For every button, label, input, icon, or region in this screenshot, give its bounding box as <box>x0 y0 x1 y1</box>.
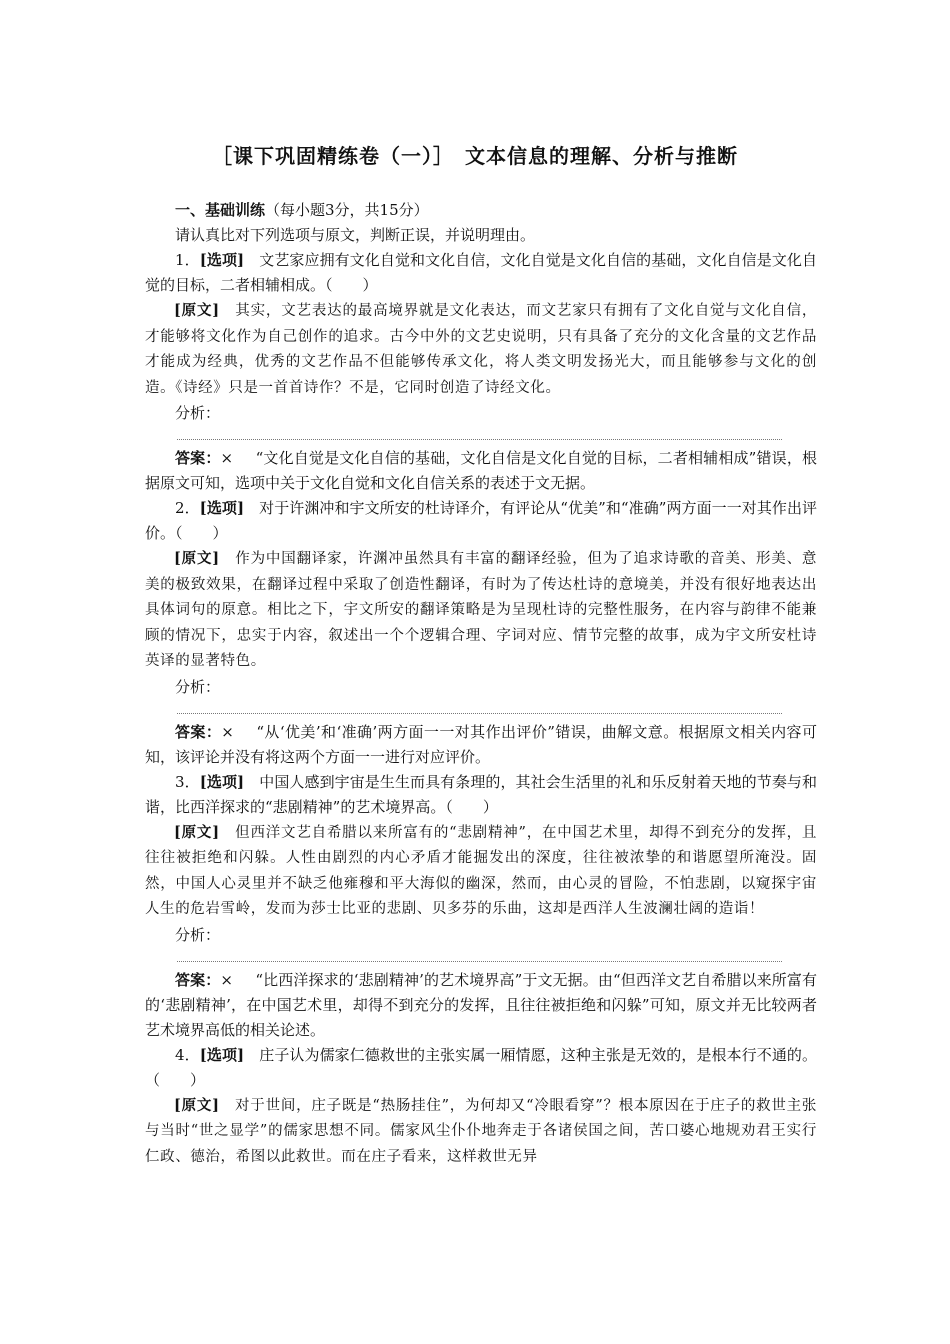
answer-parentheses: （ ） <box>145 1070 206 1089</box>
answer-mark: × <box>220 449 234 467</box>
question-option <box>145 496 817 546</box>
answer-label: 答案： <box>175 970 221 989</box>
question-option <box>145 770 817 820</box>
answer-text: “比西洋探求的‘悲剧精神’的艺术境界高”于文无据。由“但西洋文艺自希腊以来所富有的‘悲剧精神’，在中国艺术里，却得不到充分的发挥，且往往被拒绝和闪躲”可知，原文并无比较两者艺术境界高低的相关论述。 <box>145 970 817 1039</box>
original-content: 对于世间，庄子既是“热肠挂住”，为何却又“冷眼看穿”？根本原因在于庄子的救世主张与当时“世之显学”的儒家思想不同。儒家风尘仆仆地奔走于各诸侯国之间，苦口婆心地规劝君王实行仁政、德治，希图以此救世。而在庄子看来，这样救世无异 <box>145 1097 817 1165</box>
analysis-label: 分析： <box>175 677 221 696</box>
question-option <box>145 248 817 298</box>
original-text <box>145 820 817 923</box>
analysis-blank-line <box>177 426 782 440</box>
answer-parentheses: （ ） <box>325 276 378 294</box>
section-heading <box>145 198 817 223</box>
option-label: [选项] <box>199 772 245 791</box>
original-text <box>145 546 817 675</box>
original-content: 其实，文艺表达的最高境界就是文化表达，而文艺家只有拥有了文化自觉与文化自信，才能够将文化作为自己创作的追求。古今中外的文艺史说明，只有具备了充分的文化含量的文艺作品才能成为经典，优秀的文艺作品不但能够传承文化，将人类文明发扬光大，而且能够参与文化的创造。《诗经》只是一首首诗作？不是，它同时创造了诗经文化。 <box>145 303 817 396</box>
analysis-blank-line <box>177 700 782 714</box>
original-label: [原文] <box>174 1096 220 1114</box>
original-content: 作为中国翻译家，许渊冲虽然具有丰富的翻译经验，但为了追求诗歌的音美、形美、意美的极致效果，在翻译过程中采取了创造性翻译，有时为了传达杜诗的意境美，并没有很好地表达出具体词句的原意。相比之下，宇文所安的翻译策略是为呈现杜诗的完整性服务，在内容与韵律不能兼顾的情况下，忠实于内容，叙述出一个个逻辑合理、字词对应、情节完整的故事，成为宇文所安杜诗英译的显著特色。 <box>145 551 817 669</box>
answer-parentheses: （ ） <box>445 797 498 816</box>
analysis-label: 分析： <box>175 925 221 944</box>
analysis-label: 分析： <box>175 404 221 422</box>
answer-parentheses: （ ） <box>175 524 228 542</box>
option-text: 庄子认为儒家仁德救世的主张实属一厢情愿，这种主张是无效的，是根本行不通的。 <box>259 1045 817 1064</box>
original-label: [原文] <box>174 550 220 567</box>
original-text <box>145 298 817 401</box>
question-number: 3． <box>175 772 200 791</box>
answer <box>145 968 817 1043</box>
page-title: ［课下巩固精练卷（一）］ 文本信息的理解、分析与推断 <box>212 144 738 168</box>
answer <box>145 446 817 496</box>
option-text: 对于许渊冲和宇文所安的杜诗译介，有评论从“优美”和“准确”两方面一一对其作出评价。 <box>145 499 818 542</box>
question-number: 4． <box>175 1045 200 1064</box>
original-content: 但西洋文艺自希腊以来所富有的“悲剧精神”，在中国艺术里，却得不到充分的发挥，且往往被拒绝和闪躲。人性由剧烈的内心矛盾才能掘发出的深度，往往被浓挚的和谐愿望所淹没。固然，中国人心灵里并不缺乏他雍穆和平大海似的幽深，然而，由心灵的冒险，不怕悲剧，以窥探宇宙人生的危岩雪岭，发而为莎士比亚的悲剧、贝多芬的乐曲，这却是西洋人生波澜壮阔的造诣！ <box>145 824 817 917</box>
option-label: [选项] <box>199 251 245 269</box>
original-label: [原文] <box>174 823 220 841</box>
answer-text: “从‘优美’和‘准确’两方面一一对其作出评价”错误，曲解文意。根据原文相关内容可知，该评论并没有将这两个方面一一进行对应评价。 <box>145 722 817 766</box>
section-heading-text: 一、基础训练 <box>175 201 266 219</box>
section-score-note: （每小题3分，共15分） <box>265 201 429 219</box>
question-number: 1． <box>175 251 200 269</box>
answer-label: 答案： <box>175 722 222 741</box>
option-text: 中国人感到宇宙是生生而具有条理的，其社会生活里的礼和乐反射着天地的节奏与和谐，比西洋探求的“悲剧精神”的艺术境界高。 <box>145 772 817 816</box>
original-text <box>145 1093 817 1171</box>
question-option <box>145 1043 817 1093</box>
instruction: 请认真比对下列选项与原文，判断正误，并说明理由。 <box>175 226 536 244</box>
option-text: 文艺家应拥有文化自觉和文化自信，文化自觉是文化自信的基础，文化自信是文化自觉的目标，二者相辅相成。 <box>145 251 817 294</box>
answer-mark: × <box>221 722 234 741</box>
option-label: [选项] <box>199 1045 245 1064</box>
analysis-blank-line <box>177 948 782 962</box>
answer-mark: × <box>220 970 233 989</box>
original-label: [原文] <box>174 302 220 319</box>
option-label: [选项] <box>199 499 245 517</box>
document-body <box>145 198 817 1170</box>
answer-text: “文化自觉是文化自信的基础，文化自信是文化自觉的目标，二者相辅相成”错误，根据原文可知，选项中关于文化自觉和文化自信关系的表述于文无据。 <box>145 449 817 492</box>
answer-label: 答案： <box>175 449 221 467</box>
question-number: 2． <box>175 499 200 517</box>
answer <box>145 720 817 770</box>
